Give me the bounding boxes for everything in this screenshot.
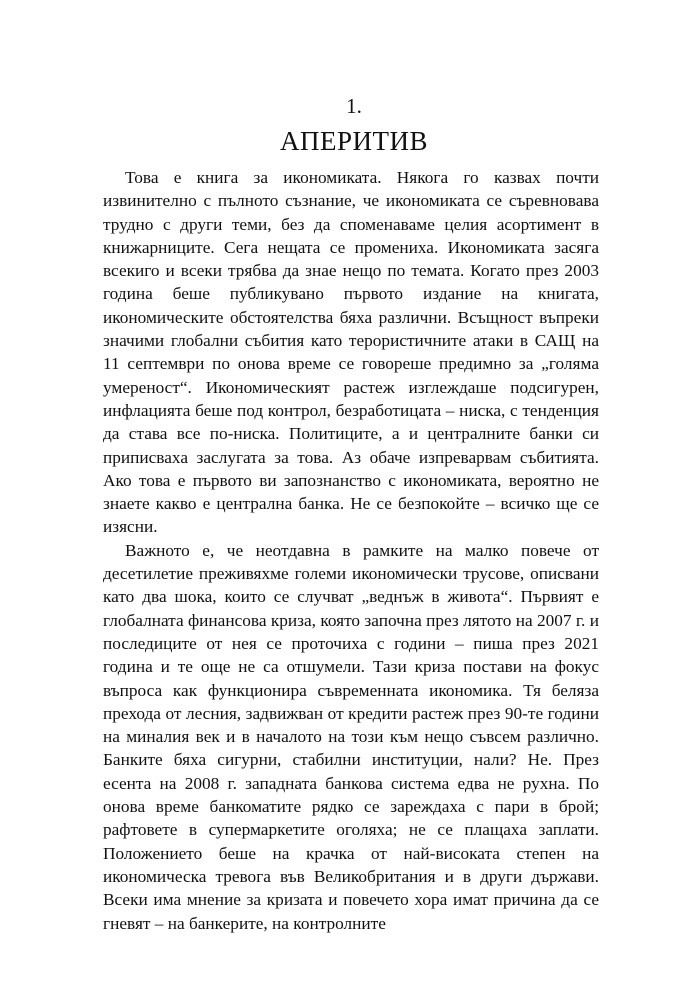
- chapter-title: АПЕРИТИВ: [279, 126, 428, 156]
- paragraph-intro: Това е книга за икономиката. Някога го казвах почти извинително с пълното съзнание, че икономиката се съревновава трудно с други теми, без да споменаваме целия асортимент в книжарниците. Сега нещата се промениха. Икономиката засяга всекиго и всеки трябва да знае нещо по темата. Когато през 2003 година беше публикувано първото издание на книгата, икономическите обстоятелства бяха различни. Всъщност въпреки значими глобални събития като терористичните атаки в САЩ на 11 септември по онова време се говореше предимно за „голяма умереност“. Икономическият растеж изглеждаше подсигурен, инфлацията беше под контрол, безработицата – ниска, с тенденция да става все по-ниска. Политиците, а и централните банки си приписваха заслугата за това. Аз обаче изпреварвам събитията. Ако това е първото ви запознанство с икономиката, вероятно не знаете какво е централна банка. Не се безпокойте – всичко ще се изясни.: [103, 168, 599, 537]
- chapter-number: 1.: [346, 94, 362, 118]
- paragraph-crisis: Важното е, че неотдавна в рамките на малко повече от десетилетие преживяхме големи икономически трусове, описвани като два шока, които се случват „веднъж в живота“. Първият е глобалната финансова криза, която започна през лятото на 2007 г. и последиците от нея се проточиха с години – пиша през 2021 година и те още не са отшумели. Тази криза постави на фокус въпроса как функционира съвременната икономика. Тя беляза прехода от лесния, задвижван от кредити растеж през 90-те години на миналия век и в началото на този към нещо съвсем различно. Банките бяха сигурни, стабилни институции, нали? Не. През есента на 2008 г. западната банкова система едва не рухна. По онова време банкоматите рядко се зареждаха с пари в брой; рафтовете в супермаркетите оголяха; не се плащаха заплати. Положението беше на крачка от най-високата степен на икономическа тревога във Великобритания и в други държави. Всеки има мнение за кризата и повечето хора имат причина да се гневят – на банкерите, на контролните: [103, 540, 599, 933]
- body-text: [103, 166, 599, 935]
